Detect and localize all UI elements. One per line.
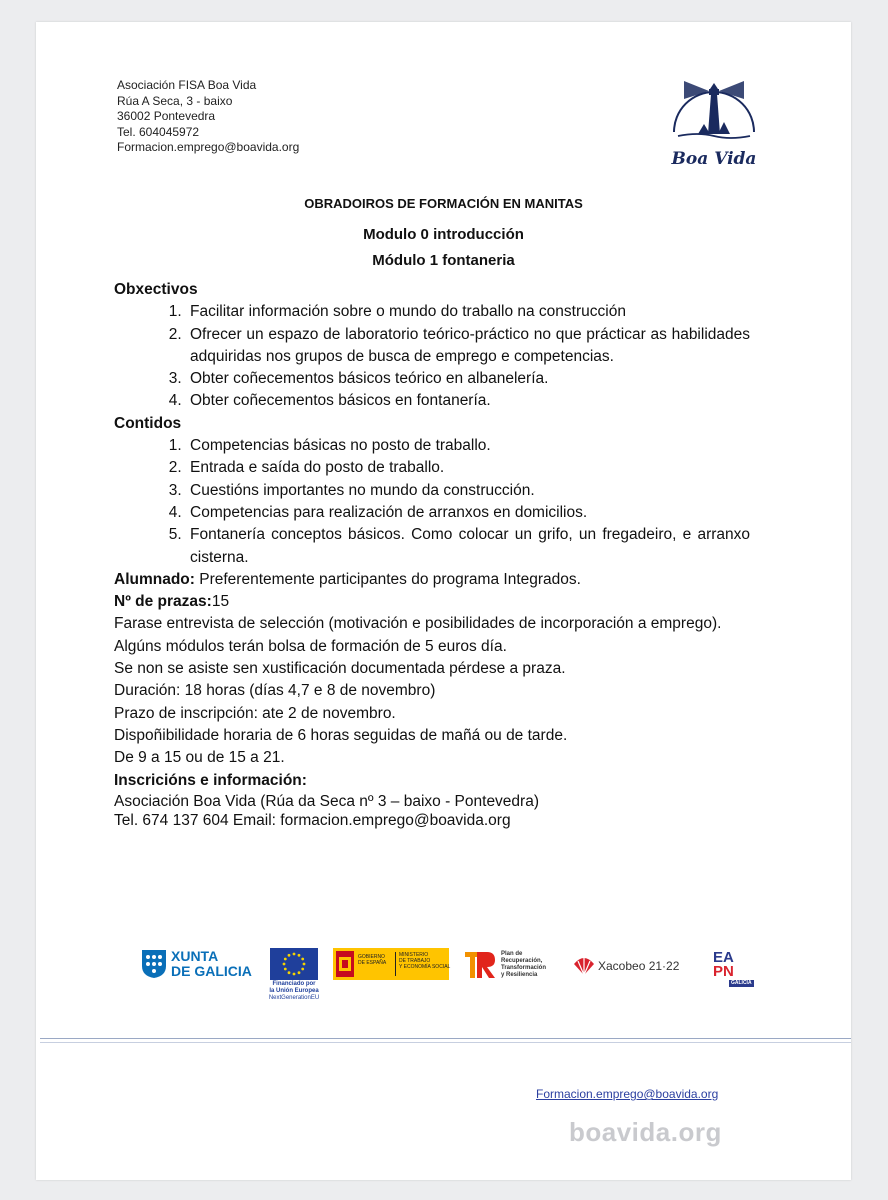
footer-email-link[interactable]: Formacion.emprego@boavida.org (536, 1087, 719, 1101)
postal-city: 36002 Pontevedra (117, 109, 216, 123)
ministerio-text-2: DE TRABAJO (399, 958, 431, 964)
availability-paragraph: Dispoñibilidade horaria de 6 horas seguidas de mañá ou de tarde. (114, 726, 568, 744)
footer-divider-thin (40, 1042, 851, 1043)
email: Formacion.emprego@boavida.org (117, 140, 300, 154)
objectives-heading: Obxectivos (114, 281, 198, 298)
sponsor-logos (141, 948, 753, 1010)
list-item: 1. Competencias básicas no posto de traballo. (186, 435, 750, 457)
eapn-text-1: EA (713, 949, 734, 966)
contents-heading: Contidos (114, 414, 182, 432)
phone: Tel. 604045972 (117, 124, 200, 139)
xunta-text-2: DE GALICIA (171, 963, 252, 979)
eapn-logo (711, 950, 753, 990)
selection-paragraph: Farase entrevista de selección (motivación e posibilidades de incorporación a emprego). Algúns módulos terán bolsa de formación de 5 euros día. (114, 615, 722, 655)
eapn-text-3: GALICIA (731, 980, 752, 986)
tr-mark-icon (463, 949, 497, 981)
gobierno-logo (333, 948, 449, 980)
list-item: 5. Fontanería conceptos básicos. Como colocar un grifo, un fregadeiro, e arranxo cisterna. (186, 524, 750, 569)
module-0-title: Modulo 0 introducción (363, 226, 524, 243)
plan-text-4: y Resiliencia (501, 972, 538, 978)
xacobeo-logo (573, 956, 683, 978)
deadline-paragraph: Prazo de inscripción: ate 2 de novembro. (114, 704, 396, 722)
gobierno-text-1: GOBIERNO (358, 954, 385, 960)
eu-logo (270, 948, 322, 1008)
list-item: 4. Obter coñecementos básicos en fontanería. (186, 390, 750, 412)
places-label: Nº de prazas: (114, 593, 212, 611)
document-body (114, 279, 750, 830)
ministerio-text-1: MINISTERIO (399, 952, 429, 958)
attendance-paragraph: Se non se asiste sen xustificación documentada pérdese a praza. (114, 660, 566, 678)
xacobeo-text: Xacobeo 21·22 (598, 959, 680, 973)
org-name: Asociación FISA Boa Vida (117, 78, 257, 92)
eu-text-1: Financiado por (272, 981, 316, 987)
list-item: 3. Cuestións importantes no mundo da construcción. (186, 480, 750, 502)
spain-shield-icon (336, 951, 354, 977)
students-label: Alumnado: (114, 570, 195, 588)
gobierno-text-2: DE ESPAÑA (358, 960, 387, 966)
list-item: 2. Entrada e saída do posto de traballo. (186, 457, 750, 479)
eu-text-3: NextGenerationEU (268, 995, 320, 1001)
scallop-shell-icon (573, 956, 595, 976)
boa-vida-logo (668, 72, 760, 172)
xunta-logo (141, 948, 256, 982)
footer-website: boavida.org (569, 1117, 722, 1147)
contents-list (114, 435, 750, 569)
document-title: OBRADOIROS DE FORMACIÓN EN MANITAS (304, 196, 583, 211)
places-value: 15 (211, 593, 230, 611)
objectives-list (114, 301, 750, 412)
places-line (114, 591, 750, 613)
list-item: 2. Ofrecer un espazo de laboratorio teórico-práctico no que prácticar as habilidades adquiridas nos grupos de busca de emprego e competencias. (186, 324, 750, 369)
students-line (114, 569, 750, 591)
list-item: 1. Facilitar información sobre o mundo do traballo na construcción (186, 301, 750, 323)
plan-recuperacion-logo (463, 948, 563, 984)
plan-text-2: Recuperación, (501, 958, 543, 964)
registration-contact: Tel. 674 137 604 Email: formacion.emprego@boavida.org (114, 811, 511, 829)
list-item: 3. Obter coñecementos básicos teórico en albanelería. (186, 368, 750, 390)
eu-flag-icon (270, 948, 318, 980)
module-1-title: Módulo 1 fontaneria (372, 252, 515, 269)
logo-text: Boa Vida (671, 149, 757, 169)
street-address: Rúa A Seca, 3 - baixo (117, 93, 233, 108)
plan-text-3: Transformación (501, 965, 547, 971)
xunta-emblem-icon (141, 949, 167, 979)
list-item: 4. Competencias para realización de arranxos en domicilios. (186, 502, 750, 524)
header-address (117, 78, 299, 156)
duration-paragraph: Duración: 18 horas (días 4,7 e 8 de novembro) (114, 682, 436, 700)
students-value: Preferentemente participantes do programa Integrados. (194, 570, 581, 588)
footer-divider (40, 1038, 851, 1039)
eapn-text-2: PN (713, 963, 734, 980)
document-page (36, 22, 851, 1180)
xunta-text-1: XUNTA (171, 948, 219, 964)
registration-heading: Inscricións e información: (114, 771, 307, 789)
eu-text-2: la Unión Europea (269, 988, 319, 994)
ministerio-text-3: Y ECONOMÍA SOCIAL (399, 964, 451, 970)
plan-text-1: Plan de (501, 951, 523, 957)
schedule-paragraph: De 9 a 15 ou de 15 a 21. (114, 749, 285, 767)
registration-address: Asociación Boa Vida (Rúa da Seca nº 3 – baixo - Pontevedra) (114, 792, 539, 810)
